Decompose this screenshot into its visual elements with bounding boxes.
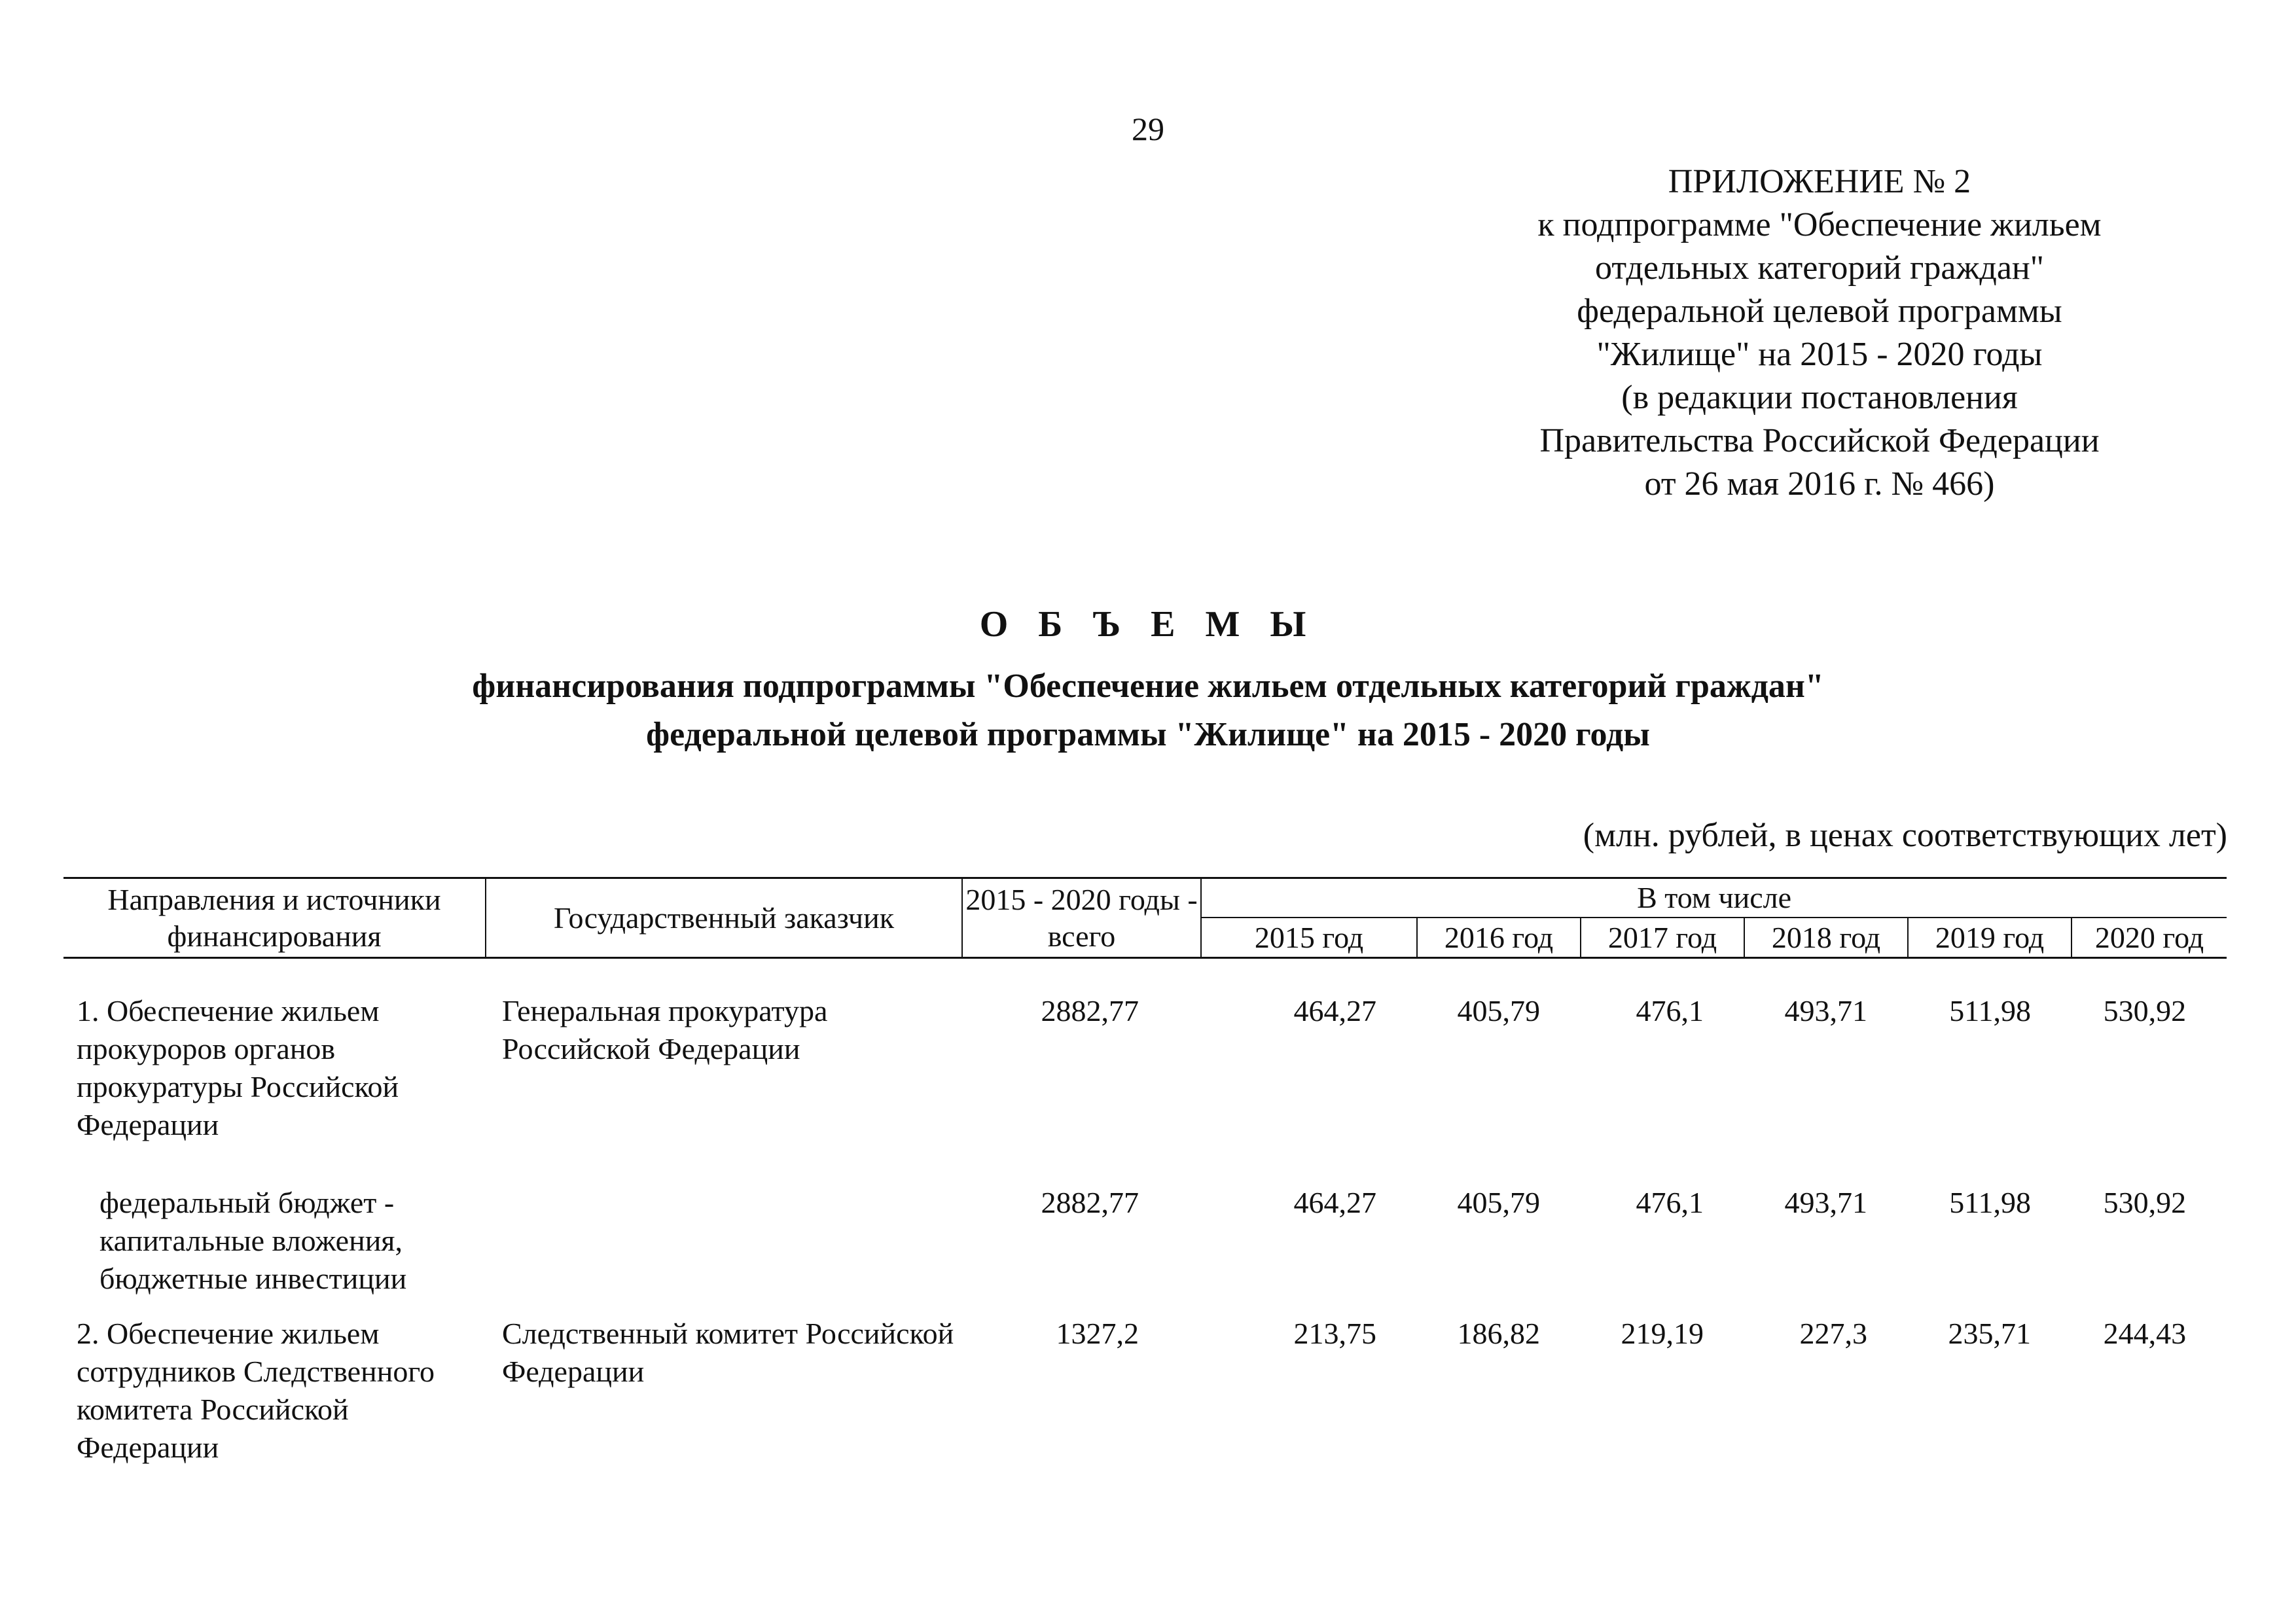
header-year: 2015 год [1201,918,1417,958]
appendix-line: (в редакции постановления [1621,379,2018,416]
header-direction: Направления и источники финансирования [63,878,486,958]
subheading-line-2: федеральной целевой программы "Жилище" на 2015 - 2020 годы [646,716,1650,753]
document-heading: О Б Ъ Е М Ы [979,604,1317,645]
cell-customer: Следственный комитет Российской Федерации [502,1317,954,1388]
header-year: 2018 год [1744,918,1908,958]
header-year: 2019 год [1908,918,2072,958]
appendix-block [1460,160,2179,506]
cell-value: 244,43 [2103,1317,2187,1350]
cell-value: 511,98 [1949,994,2031,1027]
cell-value: 213,75 [1293,1317,1376,1350]
cell-direction: 1. Обеспечение жильем прокуроров органов прокуратуры Российской Федерации [77,994,399,1141]
units-note: (млн. рублей, в ценах соответствующих лет) [1583,817,2227,854]
appendix-line: Правительства Российской Федерации [1539,422,2100,459]
header-year: 2016 год [1417,918,1581,958]
cell-total: 1327,2 [1056,1317,1139,1350]
header-total: 2015 - 2020 годы - всего [962,878,1201,958]
appendix-line: отдельных категорий граждан" [1595,249,2044,287]
table-row [63,991,2227,1183]
subheading-line-1: финансирования подпрограммы "Обеспечение жильем отдельных категорий граждан" [472,668,1824,705]
cell-value: 530,92 [2103,1186,2187,1219]
cell-value: 405,79 [1457,1186,1540,1219]
cell-value: 493,71 [1784,1186,1867,1219]
appendix-line: ПРИЛОЖЕНИЕ № 2 [1668,163,1971,200]
table-row [63,1314,2227,1467]
cell-value: 464,27 [1293,1186,1376,1219]
cell-value: 511,98 [1949,1186,2031,1219]
header-year: 2017 год [1581,918,1744,958]
appendix-line: от 26 мая 2016 г. № 466) [1644,465,1995,503]
header-year: 2020 год [2072,918,2227,958]
cell-value: 227,3 [1799,1317,1867,1350]
cell-total: 2882,77 [1041,994,1139,1027]
cell-value: 476,1 [1636,994,1704,1027]
cell-direction: федеральный бюджет - капитальные вложения, бюджетные инвестиции [99,1186,407,1295]
appendix-line: "Жилище" на 2015 - 2020 годы [1596,336,2043,373]
cell-value: 235,71 [1948,1317,2031,1350]
document-subheading [0,662,2296,759]
page-number: 29 [1132,111,1164,147]
cell-value: 219,19 [1621,1317,1704,1350]
cell-value: 186,82 [1457,1317,1540,1350]
cell-customer: Генеральная прокуратура Российской Федерации [502,994,828,1065]
cell-customer [486,1183,962,1314]
header-customer: Государственный заказчик [486,878,962,958]
header-including: В том числе [1201,878,2227,918]
cell-value: 476,1 [1636,1186,1704,1219]
cell-value: 493,71 [1784,994,1867,1027]
cell-total: 2882,77 [1041,1186,1139,1219]
cell-value: 530,92 [2103,994,2187,1027]
cell-value: 464,27 [1293,994,1376,1027]
table-row [63,1183,2227,1314]
appendix-line: к подпрограмме "Обеспечение жильем [1537,206,2102,243]
cell-value: 405,79 [1457,994,1540,1027]
appendix-line: федеральной целевой программы [1577,293,2062,330]
financing-table [63,877,2227,1467]
cell-direction: 2. Обеспечение жильем сотрудников Следственного комитета Российской Федерации [77,1317,435,1464]
